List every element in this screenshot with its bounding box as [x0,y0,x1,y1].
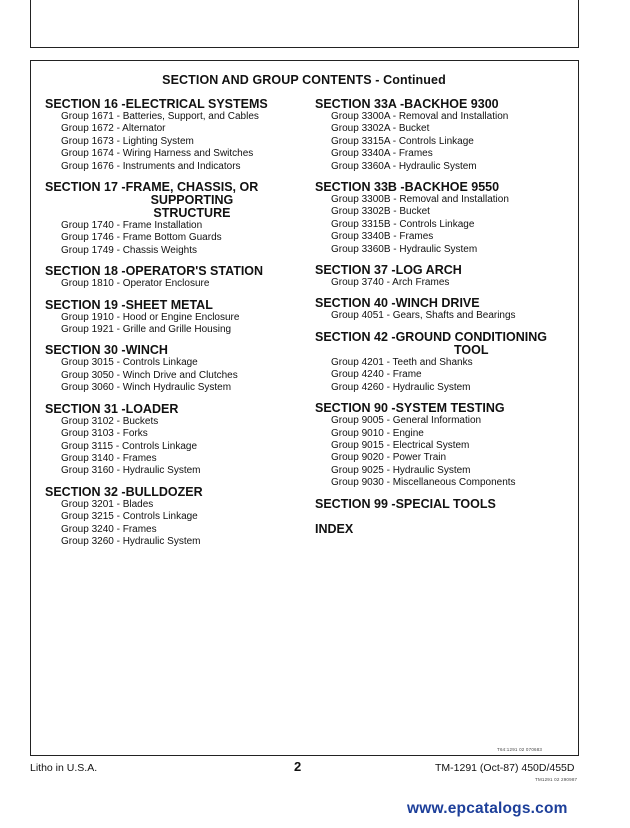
section-title [315,264,577,277]
section-title [45,299,305,312]
group-entry: Group 3015 - Controls Linkage [61,357,198,369]
section-name-line: SUPPORTING [150,193,234,208]
section-name-line: FRAME, CHASSIS, OR [125,180,259,195]
section-number: SECTION 16 - [45,97,126,111]
section-block [45,299,305,337]
section-block [315,297,577,322]
group-entry: Group 3740 - Arch Frames [331,277,450,289]
section-number: SECTION 99 - [315,496,396,511]
page-number: 2 [294,759,302,774]
group-entry: Group 3302A - Bucket [331,123,430,135]
manual-code: TM1291 02 290987 [535,777,578,782]
section-title [45,265,305,278]
section-title [315,331,577,357]
group-entry: Group 1671 - Batteries, Support, and Cables [61,111,259,122]
section-number: SECTION 40 - [315,296,396,311]
group-entry: Group 9015 - Electrical System [331,439,470,451]
section-name: SYSTEM TESTING [395,401,505,416]
section-number: SECTION 17 - [45,180,126,195]
section-title [315,498,577,511]
section-block [45,344,305,394]
section-name-line: STRUCTURE [153,206,231,221]
section-name: LOADER [125,401,179,416]
group-entry: Group 9030 - Miscellaneous Components [331,477,516,489]
index-heading: INDEX [315,521,354,536]
section-number: SECTION 30 - [45,343,126,358]
watermark-link[interactable]: www.epcatalogs.com [407,800,568,817]
group-entry: Group 3160 - Hydraulic System [61,465,201,477]
section-name: SHEET METAL [125,297,213,312]
section-name: BACKHOE 9300 [404,97,499,111]
section-name: ELECTRICAL SYSTEMS [125,97,268,111]
section-block [45,265,305,290]
section-title [45,181,305,220]
group-entry: Group 3340B - Frames [331,231,434,243]
group-entry: Group 9025 - Hydraulic System [331,464,471,476]
group-entry: Group 3140 - Frames [61,452,157,464]
group-entry: Group 3240 - Frames [61,523,157,535]
group-entry: Group 3360A - Hydraulic System [331,160,477,172]
section-name-line: TOOL [454,342,489,357]
group-entry: Group 4051 - Gears, Shafts and Bearings [331,310,516,322]
section-block [315,98,577,173]
group-entry: Group 1910 - Hood or Engine Enclosure [61,311,240,323]
group-entry: Group 1673 - Lighting System [61,135,194,147]
section-number: SECTION 19 - [45,297,126,312]
section-number: SECTION 31 - [45,401,126,416]
group-entry: Group 3215 - Controls Linkage [61,511,198,523]
group-entry: Group 3360B - Hydraulic System [331,243,478,255]
section-title [45,486,305,499]
section-block [315,402,577,489]
group-entry: Group 9005 - General Information [331,415,482,427]
section-block [315,264,577,289]
section-title [45,344,305,357]
group-entry: Group 3315B - Controls Linkage [331,218,475,230]
frame-code: T64:1291 02 070683 [497,747,543,752]
group-entry: Group 9010 - Engine [331,427,424,439]
group-entry: Group 1810 - Operator Enclosure [61,278,210,290]
section-name: BULLDOZER [125,484,203,499]
group-entry: Group 1672 - Alternator [61,123,166,135]
section-number: SECTION 33A - [315,97,405,111]
right-column [315,98,577,536]
section-name-line: GROUND CONDITIONING [395,329,547,344]
group-entry: Group 3201 - Blades [61,498,154,510]
group-entry: Group 3300B - Removal and Installation [331,194,509,206]
group-entry: Group 3340A - Frames [331,148,433,160]
group-entry: Group 3102 - Buckets [61,415,159,427]
group-entry: Group 1921 - Grille and Grille Housing [61,324,232,336]
group-entry: Group 9020 - Power Train [331,452,447,464]
section-number: SECTION 32 - [45,484,126,499]
group-entry: Group 4260 - Hydraulic System [331,381,471,393]
section-name [396,331,547,357]
section-number: SECTION 42 - [315,329,396,344]
top-frame-border [30,0,579,48]
section-block [315,331,577,394]
section-name: BACKHOE 9550 [404,180,500,195]
section-name: WINCH [125,343,168,358]
left-column [45,98,305,556]
section-block [315,181,577,256]
section-block [45,98,305,173]
section-number: SECTION 18 - [45,264,126,279]
footer-litho: Litho in U.S.A. [30,762,98,774]
section-title [315,181,577,194]
section-block [315,498,577,511]
group-entry: Group 3103 - Forks [61,428,148,440]
footer-manual-id: TM-1291 (Oct-87) 450D/455D [435,762,575,774]
group-entry: Group 1740 - Frame Installation [61,220,203,232]
group-entry: Group 1676 - Instruments and Indicators [61,160,241,172]
group-entry: Group 3050 - Winch Drive and Clutches [61,369,238,381]
group-entry: Group 4201 - Teeth and Shanks [331,356,473,368]
section-number: SECTION 37 - [315,263,396,278]
section-name: WINCH DRIVE [395,296,480,311]
section-name: OPERATOR'S STATION [125,264,264,279]
section-title [315,402,577,415]
group-entry: Group 3315A - Controls Linkage [331,135,474,147]
page-title: SECTION AND GROUP CONTENTS - Continued [162,73,446,87]
group-entry: Group 3060 - Winch Hydraulic System [61,382,232,394]
group-entry: Group 3115 - Controls Linkage [61,440,198,452]
section-block [45,181,305,257]
section-number: SECTION 90 - [315,401,396,416]
section-name: SPECIAL TOOLS [395,496,496,511]
group-entry: Group 1746 - Frame Bottom Guards [61,232,222,244]
group-entry: Group 3302B - Bucket [331,206,430,218]
group-entry: Group 4240 - Frame [331,369,422,381]
group-entry: Group 3260 - Hydraulic System [61,535,201,547]
group-entry: Group 1674 - Wiring Harness and Switches [61,148,254,160]
section-block [45,403,305,478]
section-title [315,98,577,111]
section-number: SECTION 33B - [315,180,405,195]
section-title [45,98,305,111]
group-entry: Group 3300A - Removal and Installation [331,111,509,122]
section-block [45,486,305,549]
section-name [126,181,259,220]
section-title [45,403,305,416]
group-entry: Group 1749 - Chassis Weights [61,244,197,256]
section-name: LOG ARCH [395,263,462,278]
section-title [315,297,577,310]
